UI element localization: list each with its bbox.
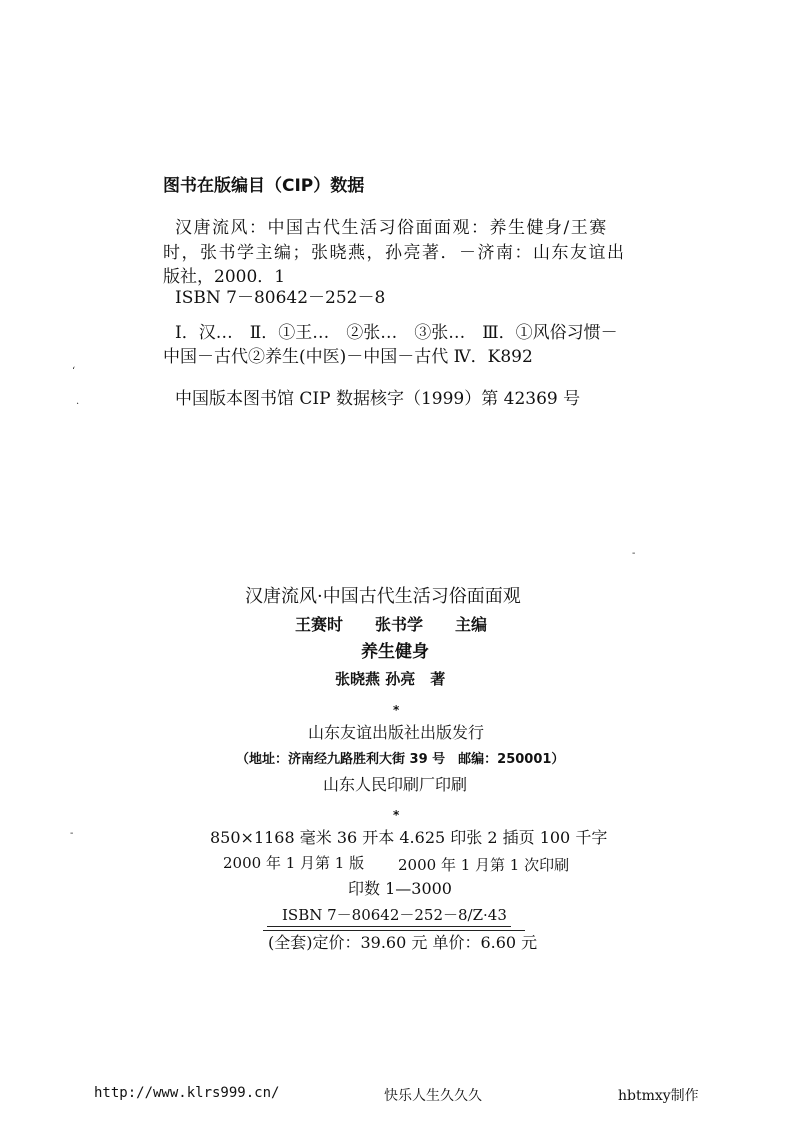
isbn: ISBN 7－80642－252－8/Z·43 xyxy=(282,906,507,924)
cip-line-2: 时，张书学主编；张晓燕，孙亮著．－济南：山东友谊出 xyxy=(163,243,626,263)
cip-line-6: 中国－古代②养生(中医)－中国－古代 Ⅳ．K892 xyxy=(163,347,533,367)
scan-mark: . xyxy=(76,396,80,407)
divider xyxy=(267,926,511,927)
edition: 2000 年 1 月第 1 版 xyxy=(223,854,365,872)
cip-line-5: Ⅰ．汉… Ⅱ．①王… ②张… ③张… Ⅲ．①风俗习惯－ xyxy=(175,323,618,343)
cip-number: 中国版本图书馆 CIP 数据核字（1999）第 42369 号 xyxy=(175,389,581,409)
publisher: 山东友谊出版社出版发行 xyxy=(308,723,485,742)
scan-mark: ‘ xyxy=(72,366,76,377)
price: (全套)定价：39.60 元 单价：6.60 元 xyxy=(268,933,538,952)
cip-isbn: ISBN 7－80642－252－8 xyxy=(175,288,386,308)
divider xyxy=(263,930,525,931)
format: 850×1168 毫米 36 开本 4.625 印张 2 插页 100 千字 xyxy=(210,828,608,847)
book-title: 养生健身 xyxy=(361,642,429,662)
footer-slogan: 快乐人生久久久 xyxy=(384,1088,482,1104)
printing: 2000 年 1 月第 1 次印刷 xyxy=(398,856,570,874)
series-title: 汉唐流风·中国古代生活习俗面面观 xyxy=(245,586,521,607)
scan-mark: - xyxy=(70,828,74,839)
footer-url[interactable]: http://www.klrs999.cn/ xyxy=(94,1085,280,1101)
separator: * xyxy=(393,703,400,717)
scan-mark: - xyxy=(632,548,636,559)
editors: 王赛时 张书学 主编 xyxy=(295,615,488,634)
cip-line-1: 汉唐流风：中国古代生活习俗面面观：养生健身/王赛 xyxy=(175,218,608,238)
cip-line-3: 版社，2000．1 xyxy=(163,267,286,287)
separator: * xyxy=(393,808,400,822)
print-run: 印数 1—3000 xyxy=(348,879,452,898)
authors: 张晓燕 孙亮 著 xyxy=(335,670,446,688)
cip-heading: 图书在版编目（CIP）数据 xyxy=(163,176,365,196)
address: （地址：济南经九路胜利大街 39 号 邮编：250001） xyxy=(236,752,565,767)
printer: 山东人民印刷厂印刷 xyxy=(323,775,468,794)
footer-credit: hbtmxy制作 xyxy=(618,1088,699,1104)
